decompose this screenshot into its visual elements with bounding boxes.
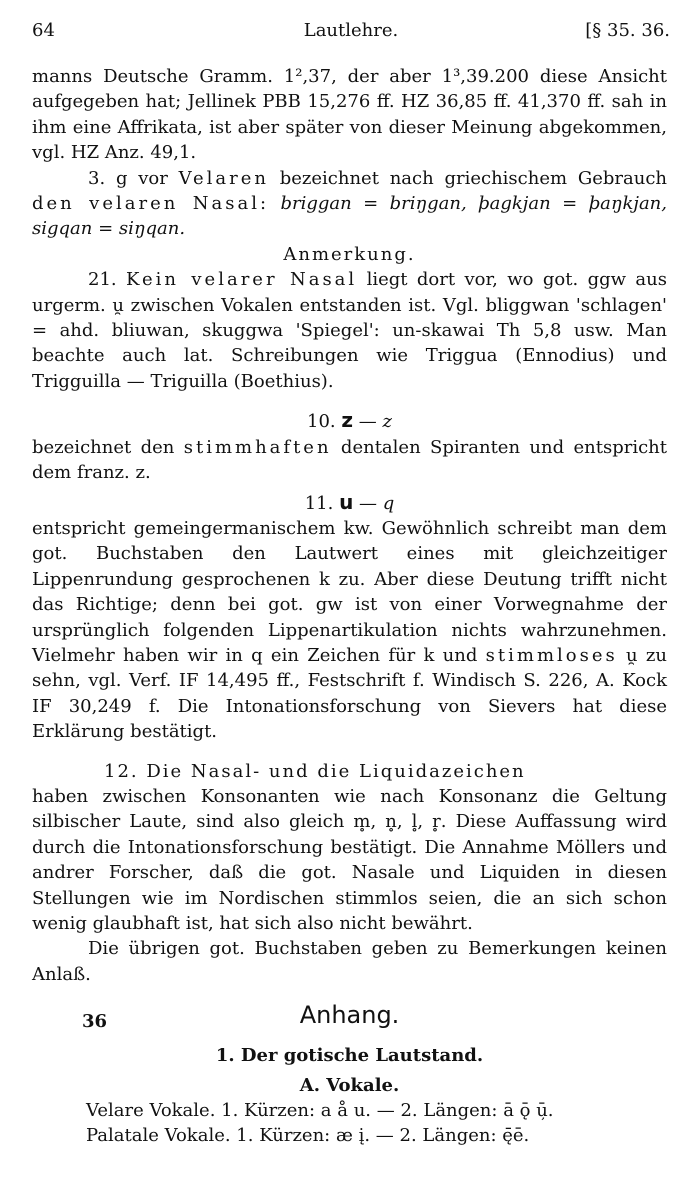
running-title: Lautlehre. [303,20,399,41]
section-10-number: 10. [307,411,342,433]
anmerkung-21-text: liegt dort vor, wo got. ggw aus urgerm. u̯ zwischen Vokalen entstanden ist. Vgl. bliggwan 'schlagen' = ahd. bliuwan, skuggwa 'Spiegel': un-skawai Th 5,8 usw. Man beachte auch lat. Schreibungen wie Triggua (Ennodius) und Trigguilla — Triguilla (Boethius). [32,269,667,392]
paragraph-3 [32,166,667,242]
section-11-latin: — q [353,492,395,514]
section-10-lead: bezeichnet den [32,436,184,458]
anhang-title: Anhang. [299,1001,400,1030]
paragraph-3-lead: 3. g vor [88,167,179,189]
spaced-stimmloses: stimmloses [485,644,618,666]
gothic-z-glyph: z [341,408,354,433]
spaced-stimmhaften: stimmhaften [183,436,332,458]
anmerkung-heading: Anmerkung. [283,243,416,265]
section-10-text [32,435,667,486]
section-36-number: 36 [82,1011,108,1033]
spaced-kein-velarer-nasal: Kein velarer Nasal [126,269,358,291]
section-12-text: haben zwischen Konsonanten wie nach Konsonanz die Geltung silbischer Laute, sind also gleich m̥, n̥, l̥, r̥. Diese Auffassung wird durch die Intonationsforschung bestätigt. Die Annahme Möllers und andrer Forscher, daß die got. Nasale und Liquiden in diesen Stellungen wie im Nordischen stimmlos seien, die an sich schon wenig glaubhaft ist, hat sich also nicht bewährt. [32,785,667,934]
section-10-rest: dentalen Spiranten und entspricht dem franz. z. [32,436,667,484]
page-body [32,64,667,1149]
paragraph-3-mid: bezeichnet nach griechischem Gebrauch [268,167,667,189]
velar-vowels-line: Velare Vokale. 1. Kürzen: a å u. — 2. Längen: ā ǭ ū̦. [86,1100,554,1122]
subtitle-vokale: A. Vokale. [299,1074,400,1096]
spaced-velaren: Velaren [178,167,269,189]
paragraph-3-examples: briggan = briŋgan, þagkjan = þaŋkjan, sigqan = siŋqan. [32,193,667,240]
section-11-text [32,516,667,745]
paragraph-continuation: manns Deutsche Gramm. 1²,37, der aber 1³,39.200 diese Ansicht aufgegeben hat; Jellinek PBB 15,276 ff. HZ 36,85 ff. 41,370 ff. sah in ihm eine Affrikata, ist aber später von dieser Meinung abgekommen, vgl. HZ Anz. 49,1. [32,66,667,164]
section-11-lead: entspricht gemeingermanischem kw. Gewöhnlich schreibt man dem got. Buchstaben den Lautwert eines mit gleichzeitiger Lippenrundung gesprochenen k zu. Aber diese Deutung trifft nicht das Richtige; denn bei got. gw ist von einer Vorwegnahme der ursprünglich folgenden Lippenartikulation nichts wahrzunehmen. Vielmehr haben wir in q ein Zeichen für k und [32,517,667,666]
section-11-heading [32,490,667,516]
section-10-latin: — z [353,411,392,433]
section-11-rest: u̯ zu sehn, vgl. Verf. IF 14,495 ff., Festschrift f. Windisch S. 226, A. Kock IF 30,249 f. Die Intonationsforschung von Sievers hat diese Erklärung bestätigt. [32,644,667,743]
section-11-number: 11. [304,492,340,514]
subtitle-lautstand: 1. Der gotische Lautstand. [215,1045,484,1067]
gothic-q-glyph: u [339,489,354,514]
anmerkung-21-number: 21. [88,269,127,291]
palatal-vowels-line: Palatale Vokale. 1. Kürzen: æ į. — 2. Längen: ę̄ē. [86,1125,530,1147]
page-number: 64 [32,20,55,41]
section-12-heading: 12. Die Nasal- und die Liquidazeichen [104,760,526,782]
anhang-heading [32,1003,667,1037]
anmerkung-21 [32,267,667,394]
running-header [32,20,670,44]
spaced-velaren-nasal: den velaren Nasal: [32,193,270,215]
closing-paragraph: Die übrigen got. Buchstaben geben zu Bemerkungen keinen Anlaß. [32,938,667,985]
section-10-heading [32,408,667,434]
section-reference: [§ 35. 36. [585,20,670,41]
